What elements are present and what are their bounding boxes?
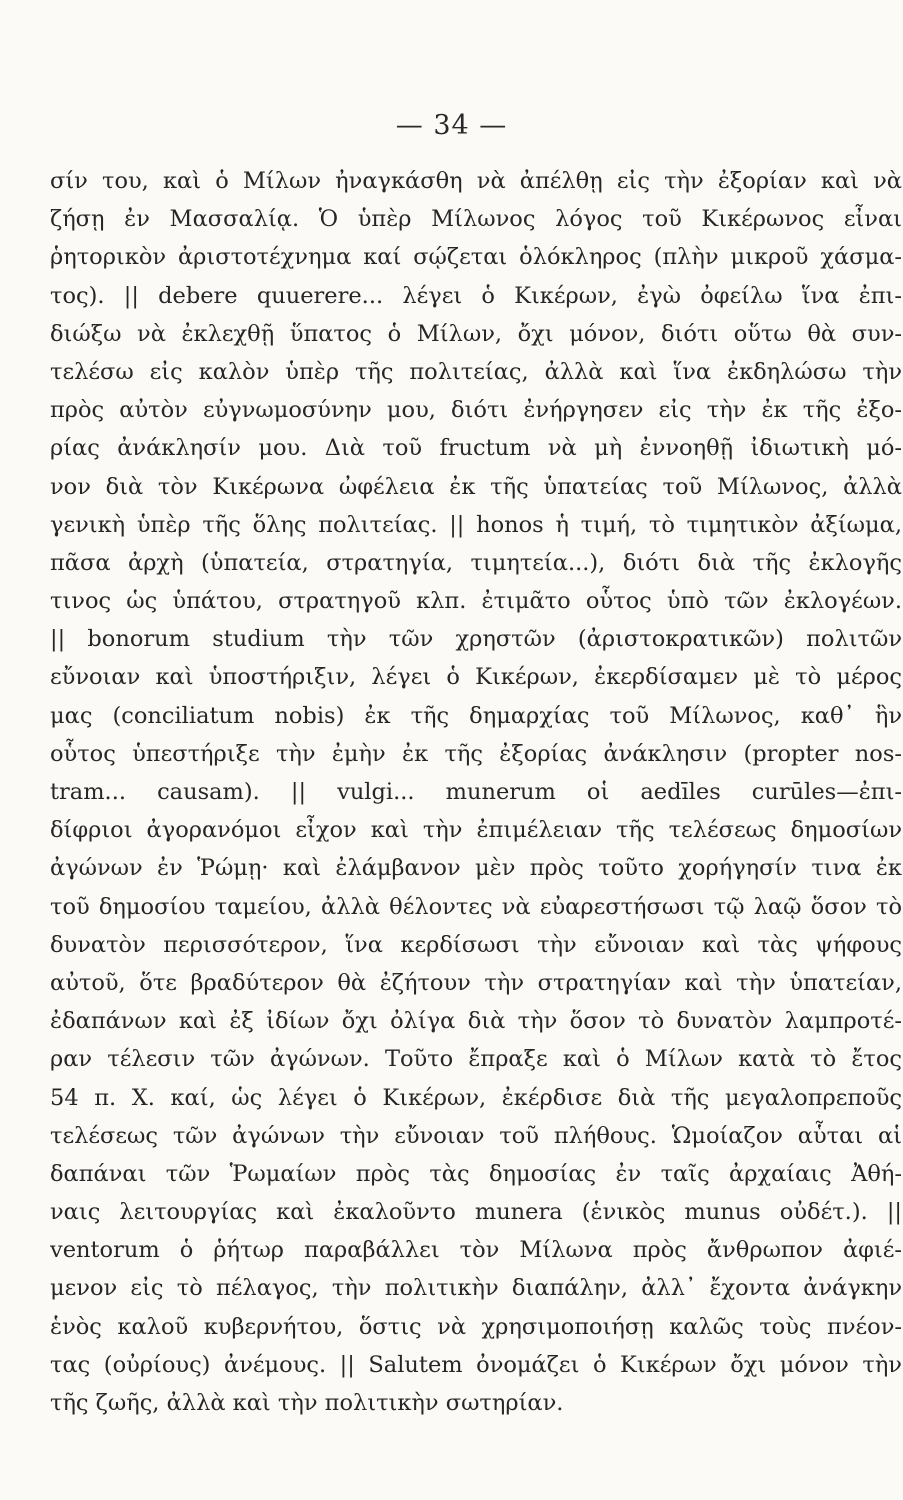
text-line: πρὸς αὐτὸν εὐγνωμοσύνην μου, διότι ἐνήργησεν εἰς τὴν ἐκ τῆς ἐξο- (50, 397, 902, 424)
text-line: ἐδαπάνων καὶ ἐξ ἰδίων ὄχι ὀλίγα διὰ τὴν ὅσον τὸ δυνατὸν λαμπροτέ- (50, 1008, 902, 1035)
text-line: οὗτος ὑπεστήριξε τὴν ἐμὴν ἐκ τῆς ἐξορίας ἀνάκλησιν (propter nos- (50, 740, 902, 767)
text-line: ἀγώνων ἐν Ῥώμῃ· καὶ ἐλάμβανον μὲν πρὸς τοῦτο χορήγησίν τινα ἐκ (50, 855, 902, 882)
text-line: εὔνοιαν καὶ ὑποστήριξιν, λέγει ὁ Κικέρων, ἐκερδίσαμεν μὲ τὸ μέρος (50, 664, 902, 691)
text-line: τοῦ δημοσίου ταμείου, ἀλλὰ θέλοντες νὰ εὐαρεστήσωσι τῷ λαῷ ὅσον τὸ (50, 893, 902, 920)
text-line: ραν τέλεσιν τῶν ἀγώνων. Τοῦτο ἔπραξε καὶ ὁ Μίλων κατὰ τὸ ἔτος (50, 1046, 902, 1073)
text-line: δυνατὸν περισσότερον, ἵνα κερδίσωσι τὴν εὔνοιαν καὶ τὰς ψήφους (50, 931, 902, 958)
text-line: πᾶσα ἀρχὴ (ὑπατεία, στρατηγία, τιμητεία...), διότι διὰ τῆς ἐκλογῆς (50, 549, 902, 576)
text-line: tram... causam). || vulgi... munerum οἱ aedīles curūles—ἐπι- (50, 779, 902, 805)
text-line: μενον εἰς τὸ πέλαγος, τὴν πολιτικὴν διαπάλην, ἀλλ᾽ ἔχοντα ἀνάγκην (50, 1275, 902, 1302)
text-line: 54 π. Χ. καί, ὡς λέγει ὁ Κικέρων, ἐκέρδισε διὰ τῆς μεγαλοπρεποῦς (50, 1084, 902, 1111)
text-line: δίφριοι ἀγορανόμοι εἶχον καὶ τὴν ἐπιμέλειαν τῆς τελέσεως δημοσίων (50, 817, 902, 844)
commentary-text (50, 162, 902, 1422)
text-line: διώξω νὰ ἐκλεχθῇ ὕπατος ὁ Μίλων, ὄχι μόνον, διότι οὕτω θὰ συν- (50, 320, 902, 347)
text-line: σίν του, καὶ ὁ Μίλων ἠναγκάσθη νὰ ἀπέλθῃ εἰς τὴν ἐξορίαν καὶ νὰ (50, 168, 902, 194)
text-line: αὐτοῦ, ὅτε βραδύτερον θὰ ἐζήτουν τὴν στρατηγίαν καὶ τὴν ὑπατείαν, (50, 969, 902, 996)
text-line: || bonorum studium τὴν τῶν χρηστῶν (ἀριστοκρατικῶν) πολιτῶν (50, 626, 902, 653)
text-line: ναις λειτουργίας καὶ ἐκαλοῦντο munera (ἑνικὸς munus οὐδέτ.). || (50, 1199, 902, 1226)
text-line: ρίας ἀνάκλησίν μου. Διὰ τοῦ fructum νὰ μὴ ἐννοηθῇ ἰδιωτικὴ μό- (50, 435, 902, 462)
text-line: ventorum ὁ ῥήτωρ παραβάλλει τὸν Μίλωνα πρὸς ἄνθρωπον ἀφιέ- (50, 1237, 902, 1264)
text-line: τελέσεως τῶν ἀγώνων τὴν εὔνοιαν τοῦ πλήθους. Ὡμοίαζον αὗται αἱ (50, 1122, 902, 1149)
text-line: δαπάναι τῶν Ῥωμαίων πρὸς τὰς δημοσίας ἐν ταῖς ἀρχαίαις Ἀθή- (50, 1160, 902, 1187)
text-line: τελέσω εἰς καλὸν ὑπὲρ τῆς πολιτείας, ἀλλὰ καὶ ἵνα ἐκδηλώσω τὴν (50, 358, 902, 385)
text-line: τινος ὡς ὑπάτου, στρατηγοῦ κλπ. ἐτιμᾶτο οὗτος ὑπὸ τῶν ἐκλογέων. (50, 588, 902, 615)
page-number: — 34 — (395, 110, 508, 141)
text-line: μας (conciliatum nobis) ἐκ τῆς δημαρχίας τοῦ Μίλωνος, καθ᾽ ἣν (50, 702, 902, 729)
text-line: νον διὰ τὸν Κικέρωνα ὠφέλεια ἐκ τῆς ὑπατείας τοῦ Μίλωνος, ἀλλὰ (50, 473, 902, 500)
text-line: ἑνὸς καλοῦ κυβερνήτου, ὅστις νὰ χρησιμοποιήσῃ καλῶς τοὺς πνέον- (50, 1313, 902, 1340)
text-line-last: τῆς ζωῆς, ἀλλὰ καὶ τὴν πολιτικὴν σωτηρίαν. (50, 1390, 564, 1416)
text-line: ῥητορικὸν ἀριστοτέχνημα καί σῴζεται ὁλόκληρος (πλὴν μικροῦ χάσμα- (50, 244, 902, 271)
text-line: ζήσῃ ἐν Μασσαλίᾳ. Ὁ ὑπὲρ Μίλωνος λόγος τοῦ Κικέρωνος εἶναι (50, 206, 902, 233)
text-line: γενικὴ ὑπὲρ τῆς ὅλης πολιτείας. || honos ἡ τιμή, τὸ τιμητικὸν ἀξίωμα, (50, 511, 902, 538)
text-line: τας (οὐρίους) ἀνέμους. || Salutem ὀνομάζει ὁ Κικέρων ὄχι μόνον τὴν (50, 1351, 902, 1378)
text-line: τος). || debere quuerere... λέγει ὁ Κικέρων, ἐγὼ ὀφείλω ἵνα ἐπι- (50, 282, 902, 309)
